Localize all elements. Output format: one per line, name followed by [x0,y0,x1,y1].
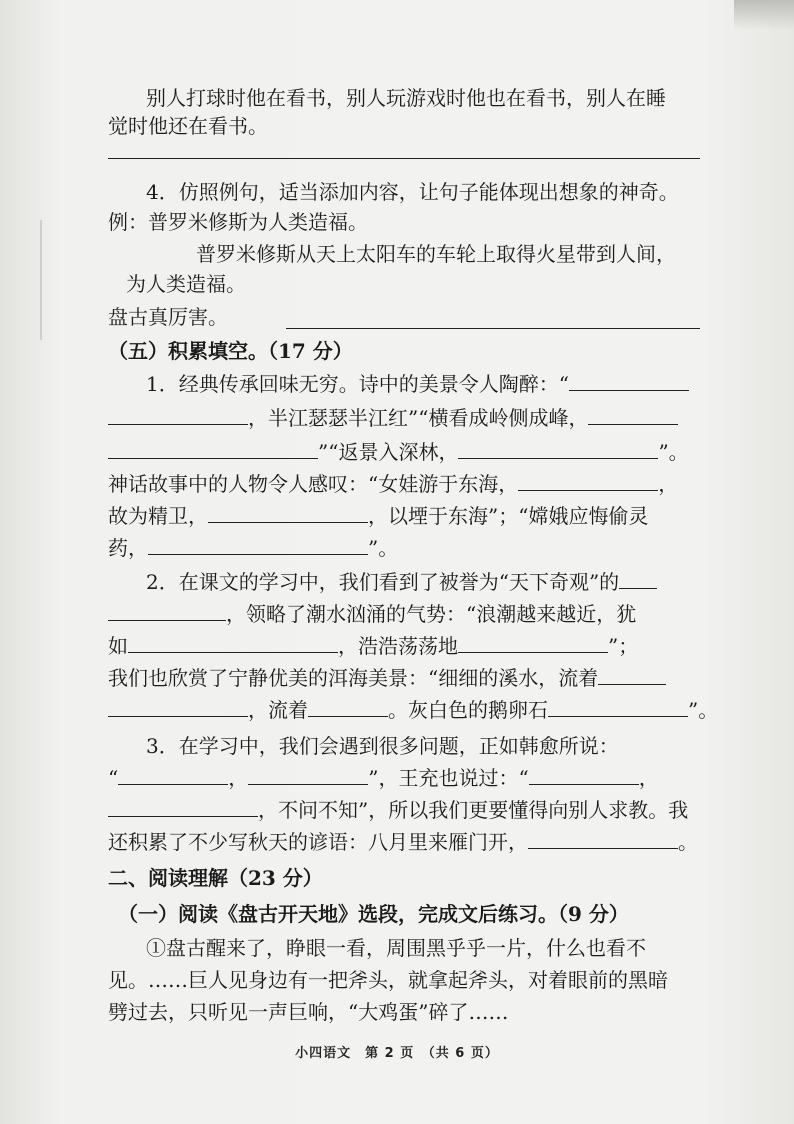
fill-blank[interactable] [528,828,678,849]
answer-line[interactable] [286,328,700,329]
fill-text: 1．经典传承回味无穷。诗中的美景令人陶醉：“ [146,372,569,396]
fill-blank[interactable] [148,534,368,555]
fill-line [146,732,619,760]
fill-blank[interactable] [248,764,368,785]
fill-blank[interactable] [458,438,658,459]
fill-text: ， [658,472,679,496]
fill-text: ”； [608,634,639,658]
fill-blank[interactable] [588,404,678,425]
fill-text: ”。 [658,440,689,464]
fill-blank[interactable] [108,796,258,817]
fill-line [108,764,659,792]
fill-blank[interactable] [108,696,248,717]
section-2-heading: 二、阅读理解（23 分） [108,866,323,890]
fill-line [108,600,636,628]
page-footer: 小四语文 第 2 页 （共 6 页） [295,1046,499,1061]
example-label: 例：普罗米修斯为人类造福。 [108,210,368,234]
fill-line [108,796,688,824]
reading-1-heading: （一）阅读《盘古开天地》选段，完成文后练习。（9 分） [118,902,629,926]
fill-text: 神话故事中的人物令人感叹：“女娃游于东海， [108,472,519,496]
example-text: 普罗米修斯从天上太阳车的车轮上取得火星带到人间， [196,242,676,266]
fill-blank[interactable] [529,764,639,785]
fill-line [146,568,657,596]
fill-line [108,534,398,562]
passage-line: ①盘古醒来了，睁眼一看，周围黑乎乎一片，什么也看不 [146,936,646,960]
fill-blank[interactable] [458,632,608,653]
text-line: 别人打球时他在看书，别人玩游戏时他也在看书，别人在睡 [146,86,666,110]
scan-mark [40,220,42,340]
fill-line [108,664,666,692]
fill-text: 2．在课文的学习中，我们看到了被誉为“天下奇观”的 [146,570,620,594]
section-5-heading: （五）积累填空。（17 分） [108,339,353,363]
fill-blank[interactable] [128,632,338,653]
fill-blank[interactable] [308,696,388,717]
fill-text: 。灰白色的鹅卵石 [388,698,548,722]
fill-blank[interactable] [548,696,688,717]
fill-line [108,696,718,724]
fill-text: 如 [108,634,128,658]
question-4: 4．仿照例句，适当添加内容，让句子能体现出想象的神奇。 [146,180,679,204]
fill-line [108,502,648,530]
fill-text: ， [638,766,659,790]
fill-text: ，半江瑟瑟半江红”“横看成岭侧成峰， [248,406,589,430]
fill-text: ”“返景入深林， [318,440,459,464]
fill-text: 药， [108,536,148,560]
fill-text: ，以堙于东海”；“嫦娥应悔偷灵 [368,504,649,528]
fill-text: 我们也欣赏了宁静优美的洱海美景：“细细的溪水，流着 [108,666,599,690]
fill-line [146,370,689,398]
passage-line: 见。……巨人见身边有一把斧头，就拿起斧头，对着眼前的黑暗 [108,968,668,992]
fill-line [108,470,678,498]
fill-text: ”。 [368,536,399,560]
fill-blank[interactable] [598,664,666,685]
fill-text: 还积累了不少写秋天的谚语：八月里来雁门开， [108,830,528,854]
fill-text: “ [108,766,119,790]
fill-text: 3．在学习中，我们会遇到很多问题，正如韩愈所说： [146,734,619,758]
fill-blank[interactable] [108,404,248,425]
fill-text: ，浩浩荡荡地 [338,634,458,658]
text-line: 觉时他还在看书。 [108,114,268,138]
fill-text: ，不问不知”，所以我们更要懂得向别人求教。我 [258,798,689,822]
fill-text: ，领略了潮水汹涌的气势：“浪潮越来越近，犹 [226,602,637,626]
scan-shadow [734,0,794,30]
fill-blank[interactable] [208,502,368,523]
fill-blank[interactable] [118,764,228,785]
fill-blank[interactable] [569,370,689,391]
fill-blank[interactable] [518,470,658,491]
example-text: 为人类造福。 [126,272,246,296]
fill-line [108,438,689,466]
fill-blank[interactable] [108,600,226,621]
fill-text: ， [228,766,249,790]
fill-text: ，流着 [248,698,308,722]
fill-blank[interactable] [108,438,318,459]
fill-text: ”，王充也说过：“ [368,766,529,790]
fill-line [108,632,638,660]
fill-text: 。 [678,830,698,854]
fill-line [108,828,698,856]
fill-text: ”。 [688,698,719,722]
fill-text: 故为精卫， [108,504,208,528]
answer-line[interactable] [108,158,700,159]
fill-blank[interactable] [619,568,657,589]
passage-line: 劈过去，只听见一声巨响，“大鸡蛋”碎了…… [108,1000,509,1024]
fill-line [108,404,678,432]
pangu-prompt: 盘古真厉害。 [108,305,228,329]
